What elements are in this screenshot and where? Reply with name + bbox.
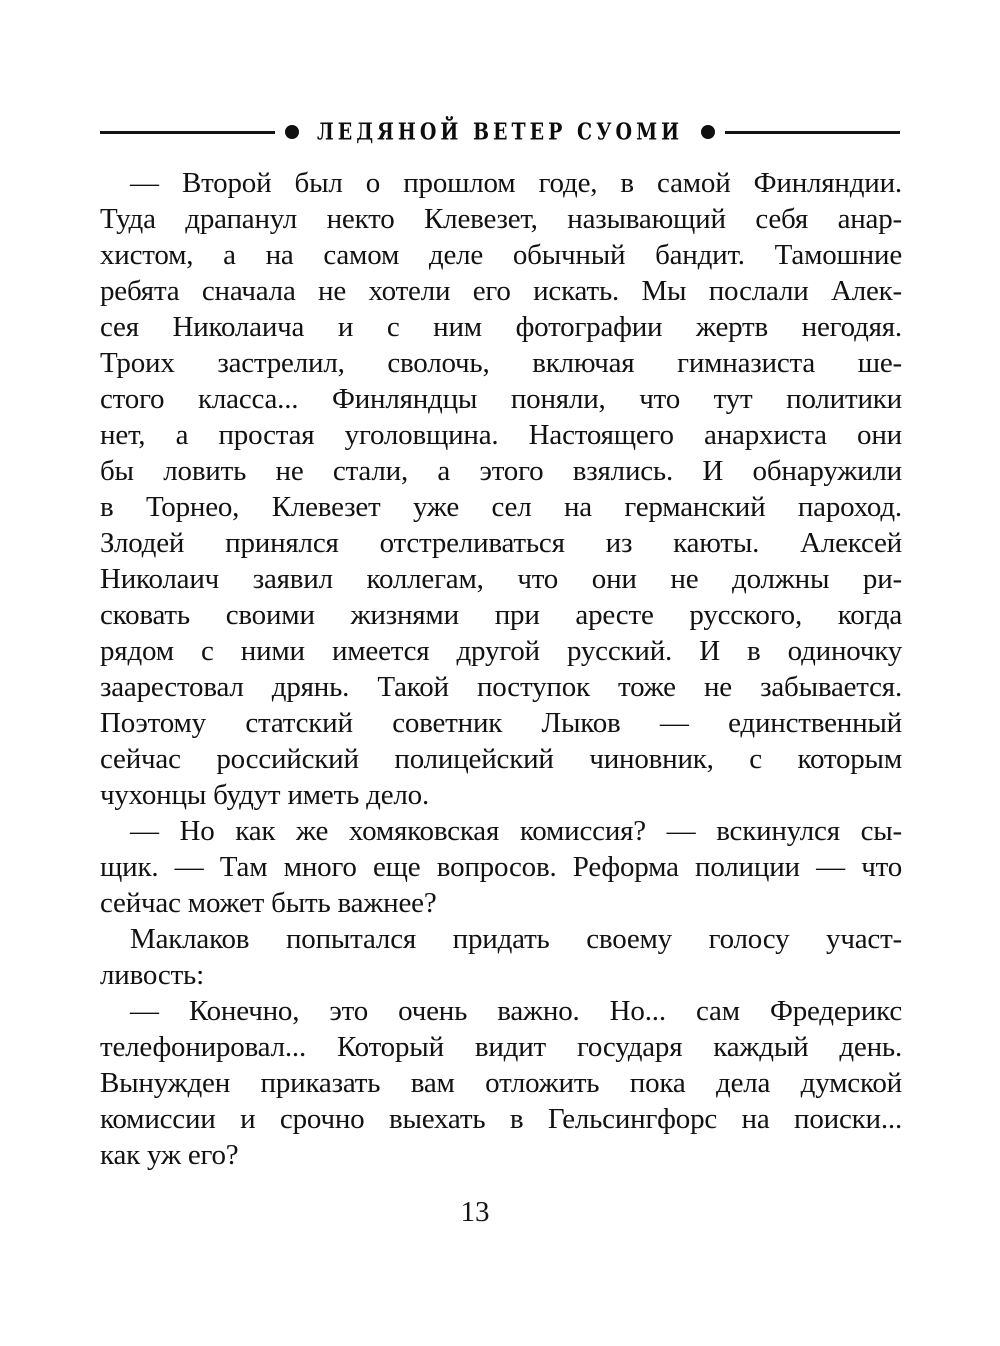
text-line: сея Николаича и с ним фотографии жертв негодяя. [100,311,902,343]
text-line: — Конечно, это очень важно. Но... сам Фредерикс [130,995,902,1027]
text-line: Вынужден приказать вам отложить пока дела думской [100,1067,902,1099]
header-bullet-right-icon [701,125,715,139]
text-line: щик. — Там много еще вопросов. Реформа полиции — что [100,851,902,883]
text-line: комиссии и срочно выехать в Гельсингфорс на поиски... [100,1103,902,1135]
text-line: Злодей принялся отстреливаться из каюты. Алексей [100,527,902,559]
running-header [100,118,900,146]
header-rule-left [100,131,275,134]
text-line: Поэтому статский советник Лыков — единственный [100,707,902,739]
text-line: Маклаков попытался придать своему голосу участ- [130,923,902,955]
text-line: телефонировал... Который видит государя каждый день. [100,1031,902,1063]
text-line: — Но как же хомяковская комиссия? — вскинулся сы- [130,815,902,847]
text-line: сейчас российский полицейский чиновник, с которым [100,743,902,775]
page-number: 13 [460,1196,490,1228]
text-line: заарестовал дрянь. Такой поступок тоже не забывается. [100,671,902,703]
text-line: бы ловить не стали, а этого взялись. И обнаружили [100,455,902,487]
body-text [100,165,902,1173]
header-rule-right [725,131,900,134]
text-line: ливость: [100,959,204,991]
text-line: Туда драпанул некто Клевезет, называющий себя анар- [100,203,902,235]
text-line: чухонцы будут иметь дело. [100,779,429,811]
text-line: хистом, а на самом деле обычный бандит. Тамошние [100,239,902,271]
text-line: рядом с ними имеется другой русский. И в одиночку [100,635,902,667]
text-line: сейчас может быть важнее? [100,887,437,919]
text-line: как уж его? [100,1139,239,1171]
text-line: в Торнео, Клевезет уже сел на германский пароход. [100,491,902,523]
header-bullet-left-icon [285,125,299,139]
text-line: сковать своими жизнями при аресте русского, когда [100,599,902,631]
running-title: ЛЕДЯНОЙ ВЕТЕР СУОМИ [316,118,684,146]
text-line: Троих застрелил, сволочь, включая гимназиста ше- [100,347,902,379]
text-line: стого класса... Финляндцы поняли, что тут политики [100,383,902,415]
text-line: ребята сначала не хотели его искать. Мы послали Алек- [100,275,902,307]
text-line: Николаич заявил коллегам, что они не должны ри- [100,563,902,595]
text-line: нет, а простая уголовщина. Настоящего анархиста они [100,419,902,451]
text-line: — Второй был о прошлом годе, в самой Финляндии. [130,167,902,199]
